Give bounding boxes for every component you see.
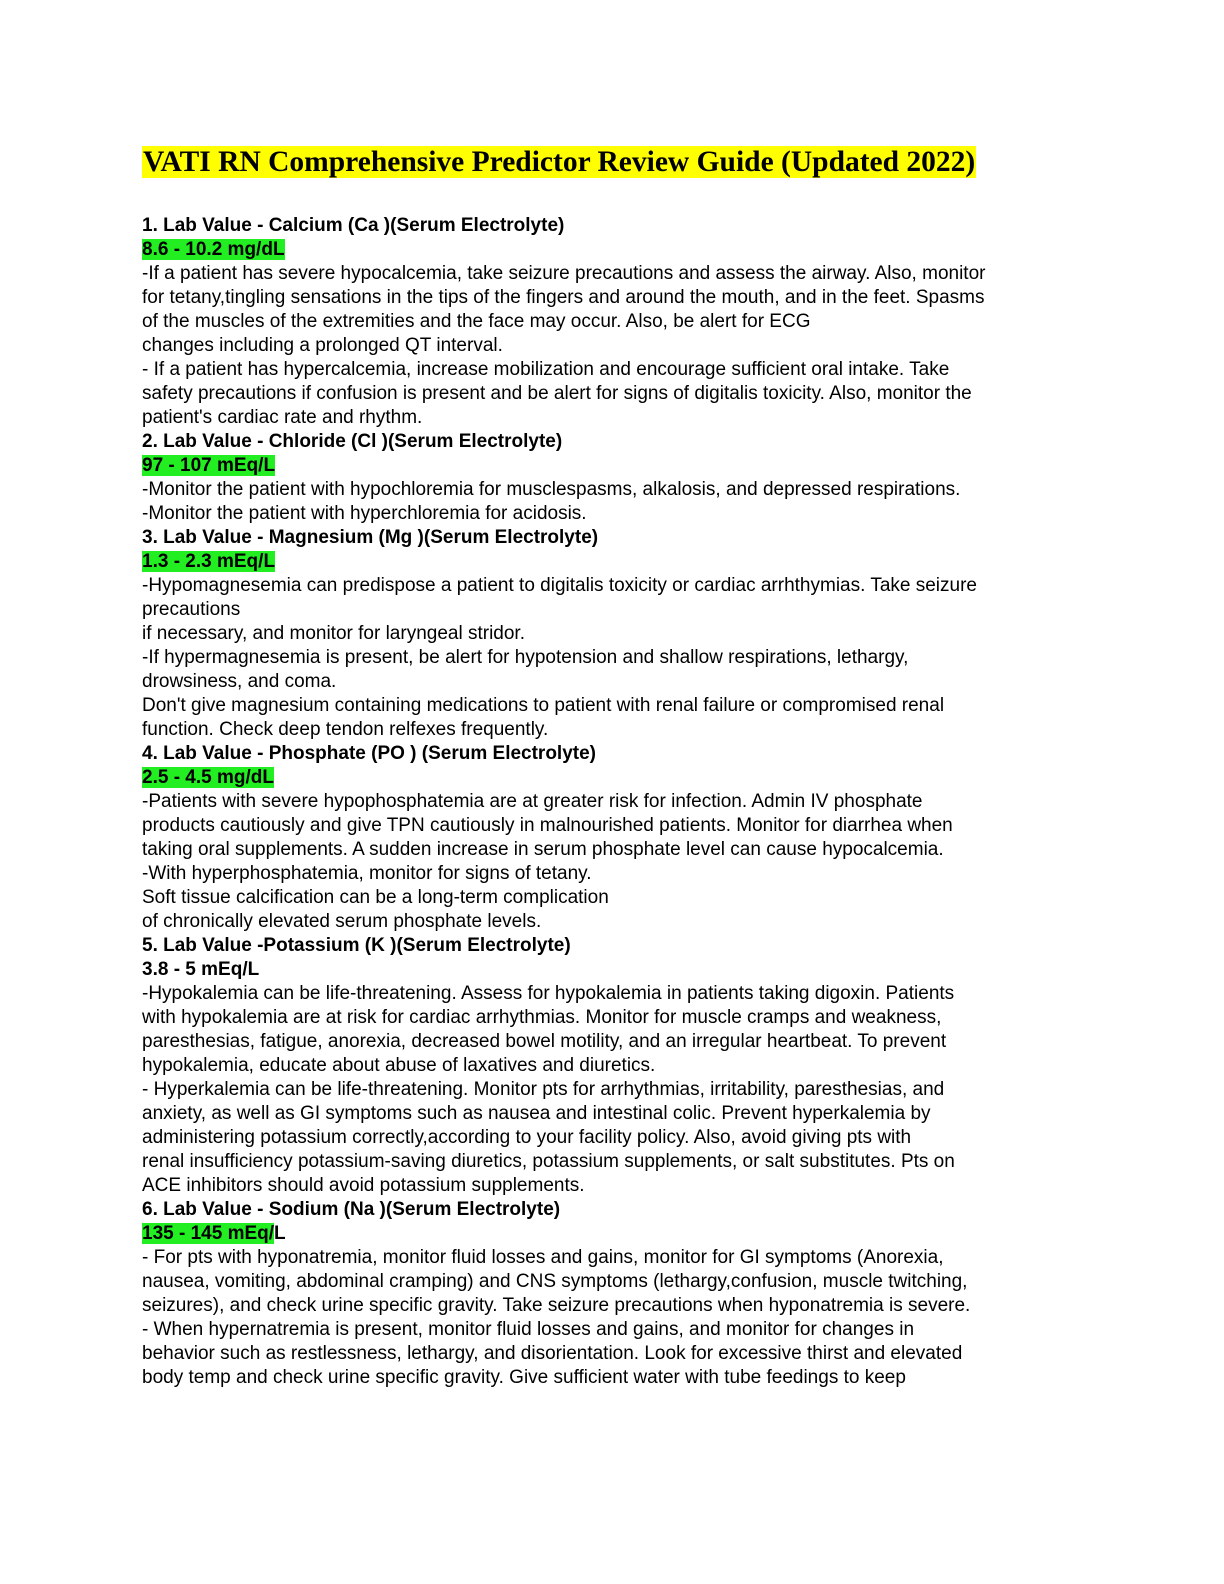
lab-section <box>142 430 1082 526</box>
body-text-line: - For pts with hyponatremia, monitor fluid losses and gains, monitor for GI symptoms (Anorexia, <box>142 1247 944 1268</box>
document-page <box>142 140 1082 1390</box>
body-text-line: for tetany,tingling sensations in the tips of the fingers and around the mouth, and in the feet. Spasms <box>142 287 985 308</box>
body-text-line: nausea, vomiting, abdominal cramping) and CNS symptoms (lethargy,confusion, muscle twitching, <box>142 1271 968 1292</box>
body-text-line: patient's cardiac rate and rhythm. <box>142 407 423 428</box>
normal-range-highlight: 2.5 - 4.5 mg/dL <box>142 767 274 788</box>
lab-section <box>142 934 1082 1198</box>
body-text-line: - Hyperkalemia can be life-threatening. Monitor pts for arrhythmias, irritability, paresthesias, and <box>142 1079 945 1100</box>
lab-section <box>142 1198 1082 1390</box>
body-text-line: -Patients with severe hypophosphatemia are at greater risk for infection. Admin IV phosphate <box>142 791 923 812</box>
lab-section <box>142 742 1082 934</box>
body-text-line: - When hypernatremia is present, monitor fluid losses and gains, and monitor for changes in <box>142 1319 915 1340</box>
body-text-line: if necessary, and monitor for laryngeal stridor. <box>142 623 525 644</box>
document-title <box>142 140 1082 184</box>
normal-range-highlight: 97 - 107 mEq/L <box>142 455 276 476</box>
body-text-line: drowsiness, and coma. <box>142 671 337 692</box>
body-text-line: -Hypokalemia can be life-threatening. Assess for hypokalemia in patients taking digoxin. Patients <box>142 983 955 1004</box>
normal-range <box>142 238 1082 262</box>
section-heading: 1. Lab Value - Calcium (Ca )(Serum Electrolyte) <box>142 215 565 236</box>
body-text-line: with hypokalemia are at risk for cardiac arrhythmias. Monitor for muscle cramps and weakness, <box>142 1007 942 1028</box>
body-text-line: -If hypermagnesemia is present, be alert for hypotension and shallow respirations, lethargy, <box>142 647 909 668</box>
body-text-line: ACE inhibitors should avoid potassium supplements. <box>142 1175 585 1196</box>
section-heading: 3. Lab Value - Magnesium (Mg )(Serum Electrolyte) <box>142 527 599 548</box>
body-text-line: -Monitor the patient with hypochloremia for musclespasms, alkalosis, and depressed respirations. <box>142 479 961 500</box>
body-text-line: body temp and check urine specific gravity. Give sufficient water with tube feedings to keep <box>142 1367 906 1388</box>
body-text-line: function. Check deep tendon relfexes frequently. <box>142 719 549 740</box>
body-text-line: -Hypomagnesemia can predispose a patient to digitalis toxicity or cardiac arrhthymias. Take seizure <box>142 575 977 596</box>
body-text-line: of the muscles of the extremities and the face may occur. Also, be alert for ECG <box>142 311 811 332</box>
body-text-line: seizures), and check urine specific gravity. Take seizure precautions when hyponatremia is severe. <box>142 1295 971 1316</box>
section-heading: 6. Lab Value - Sodium (Na )(Serum Electrolyte) <box>142 1199 561 1220</box>
body-text-line: -With hyperphosphatemia, monitor for signs of tetany. <box>142 863 592 884</box>
body-text-line: changes including a prolonged QT interval. <box>142 335 503 356</box>
document-title-text: VATI RN Comprehensive Predictor Review Guide (Updated 2022) <box>143 146 976 178</box>
body-text-line: taking oral supplements. A sudden increase in serum phosphate level can cause hypocalcemia. <box>142 839 944 860</box>
normal-range <box>142 454 1082 478</box>
normal-range <box>142 1222 1082 1246</box>
body-text-line: paresthesias, fatigue, anorexia, decreased bowel motility, and an irregular heartbeat. To prevent <box>142 1031 947 1052</box>
section-heading: 2. Lab Value - Chloride (Cl )(Serum Electrolyte) <box>142 431 563 452</box>
body-text-line: products cautiously and give TPN cautiously in malnourished patients. Monitor for diarrhea when <box>142 815 953 836</box>
body-text-line: Soft tissue calcification can be a long-term complication <box>142 887 609 908</box>
section-heading: 5. Lab Value -Potassium (K )(Serum Electrolyte) <box>142 935 571 956</box>
body-text-line: renal insufficiency potassium-saving diuretics, potassium supplements, or salt substitutes. Pts on <box>142 1151 955 1172</box>
body-text-line: hypokalemia, educate about abuse of laxatives and diuretics. <box>142 1055 656 1076</box>
body-text-line: safety precautions if confusion is present and be alert for signs of digitalis toxicity. Also, monitor the <box>142 383 972 404</box>
normal-range <box>142 766 1082 790</box>
normal-range-rest: 3.8 - 5 mEq/L <box>142 959 260 980</box>
body-text-line: -Monitor the patient with hyperchloremia for acidosis. <box>142 503 587 524</box>
normal-range-highlight: 135 - 145 mEq/ <box>142 1223 275 1244</box>
normal-range-highlight: 8.6 - 10.2 mg/dL <box>142 239 285 260</box>
normal-range-highlight: 1.3 - 2.3 mEq/L <box>142 551 276 572</box>
body-text-line: precautions <box>142 599 241 620</box>
lab-section <box>142 214 1082 430</box>
body-text-line: behavior such as restlessness, lethargy, and disorientation. Look for excessive thirst and elevated <box>142 1343 963 1364</box>
body-text-line: Don't give magnesium containing medications to patient with renal failure or compromised renal <box>142 695 945 716</box>
section-heading: 4. Lab Value - Phosphate (PO ) (Serum Electrolyte) <box>142 743 596 764</box>
body-text-line: - If a patient has hypercalcemia, increase mobilization and encourage sufficient oral intake. Take <box>142 359 950 380</box>
normal-range <box>142 958 1082 982</box>
body-text-line: of chronically elevated serum phosphate levels. <box>142 911 542 932</box>
body-text-line: anxiety, as well as GI symptoms such as nausea and intestinal colic. Prevent hyperkalemia by <box>142 1103 931 1124</box>
document-body <box>142 214 1082 1390</box>
normal-range <box>142 550 1082 574</box>
body-text-line: administering potassium correctly,according to your facility policy. Also, avoid giving pts with <box>142 1127 912 1148</box>
normal-range-rest: L <box>274 1223 286 1244</box>
body-text-line: -If a patient has severe hypocalcemia, take seizure precautions and assess the airway. Also, monitor <box>142 263 986 284</box>
lab-section <box>142 526 1082 742</box>
